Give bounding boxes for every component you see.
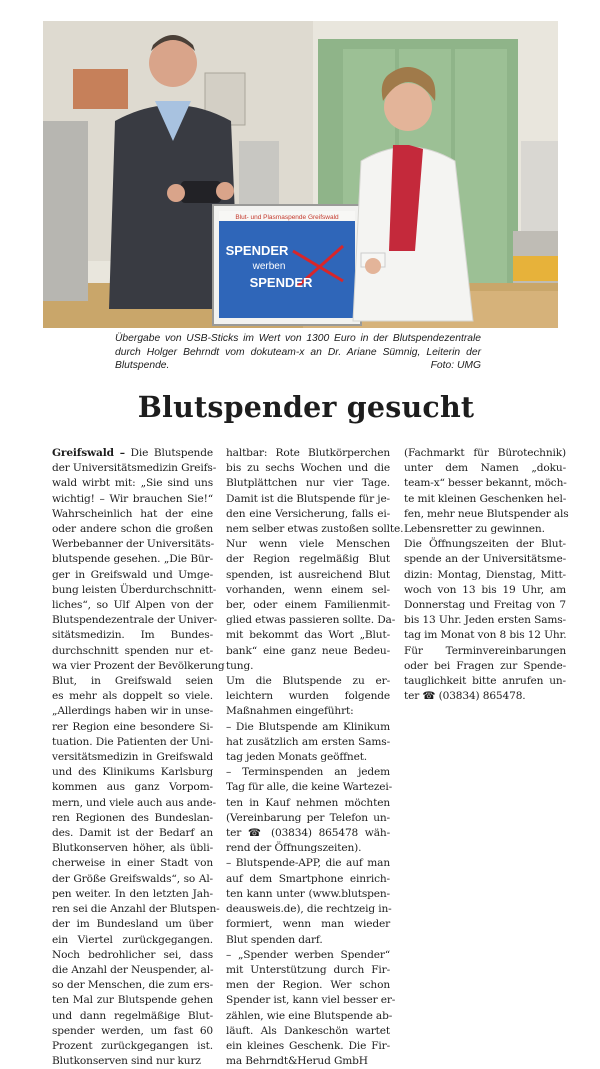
column-1-line: Blutspendezentrale der Univer- bbox=[52, 614, 217, 627]
column-1-line: und dann regelmäßige Blut- bbox=[52, 1009, 213, 1022]
column-2-line: Blutplättchen nur vier Tage. bbox=[226, 477, 390, 490]
sign-title-3: SPENDER bbox=[249, 275, 313, 290]
column-2-line: – Terminspenden an jedem bbox=[226, 766, 390, 779]
column-2-line: bis zu sechs Wochen und die bbox=[226, 462, 390, 475]
column-2-line: formiert, wenn man wieder bbox=[226, 918, 390, 931]
column-1-line: ten Mal zur Blutspende gehen bbox=[52, 994, 213, 1007]
column-2-line: rend der Öffnungszeiten). bbox=[226, 842, 362, 855]
column-3-line: bis 13 Uhr. Jeden ersten Sams- bbox=[404, 614, 566, 627]
column-3-line: oder bei Fragen zur Spende- bbox=[404, 659, 566, 672]
column-2-line: ten in Kauf nehmen möchten bbox=[226, 796, 390, 809]
column-2-line: bank“ eine ganz neue Bedeu- bbox=[226, 644, 390, 657]
column-1-line: bung leisten Überdurchschnitt- bbox=[52, 583, 217, 596]
column-1-line: tuation. Die Patienten der Uni- bbox=[52, 735, 213, 748]
column-1-line: Die Blutspende bbox=[124, 447, 213, 459]
column-1-line: durchschnitt spenden nur et- bbox=[52, 644, 213, 657]
column-2-line: haltbar: Rote Blutkörperchen bbox=[226, 447, 390, 459]
dateline: Greifswald – bbox=[52, 447, 125, 459]
column-3-line: Für Terminvereinbarungen bbox=[404, 644, 566, 657]
column-2-line: zählen, wie eine Blutspende ab- bbox=[226, 1009, 393, 1022]
column-1-line: wichtig! – Wir brauchen Sie!“ bbox=[52, 492, 213, 505]
column-2-line: hat zusätzlich am ersten Sams- bbox=[226, 735, 390, 748]
column-2-line: ten kann unter (www.blutspen- bbox=[226, 887, 390, 900]
column-1-line: kommen aus ganz Vorpom- bbox=[52, 781, 213, 794]
article-column-2 bbox=[226, 446, 404, 1069]
column-3-line: woch von 13 bis 19 Uhr, am bbox=[404, 583, 566, 596]
column-3-line: unter dem Namen „doku- bbox=[404, 462, 566, 475]
column-1-line: des. Damit ist der Bedarf an bbox=[52, 827, 213, 840]
column-2-line: (Vereinbarung per Telefon un- bbox=[226, 811, 390, 824]
column-2-line: – „Spender werben Spender“ bbox=[226, 948, 390, 961]
article-column-1 bbox=[52, 446, 225, 1069]
column-2-line: Damit ist die Blutspende für je- bbox=[226, 492, 390, 505]
article-column-3 bbox=[404, 446, 569, 704]
column-2-line: mit bekommt das Wort „Blut- bbox=[226, 629, 390, 642]
column-2-line: ma Behrndt&Herud GmbH bbox=[226, 1055, 368, 1068]
column-3-line: spende an der Universitätsme- bbox=[404, 553, 566, 566]
column-1-line: und des Klinikums Karlsburg bbox=[52, 766, 213, 779]
column-1-line: es mehr als doppelt so viele. bbox=[52, 690, 213, 703]
column-2-line: nem selber etwas zustoßen sollte. bbox=[226, 523, 404, 536]
column-1-line: liches“, so Ulf Alpen von der bbox=[52, 599, 213, 612]
column-3-body bbox=[404, 446, 569, 704]
article-photo bbox=[43, 21, 558, 328]
sign-header: Blut- und Plasmaspende Greifswald bbox=[235, 214, 339, 221]
column-1-line: Blut, in Greifswald seien bbox=[52, 675, 213, 688]
column-1-line: cherweise in einer Stadt von bbox=[52, 857, 213, 870]
column-1-line: wald wirbt mit: „Sie sind uns bbox=[52, 477, 213, 490]
column-1-line: Blutkonserven sind nur kurz bbox=[52, 1055, 201, 1068]
column-3-line: tauglichkeit bitte anrufen un- bbox=[404, 675, 566, 688]
column-2-line: ein kleines Geschenk. Die Fir- bbox=[226, 1039, 390, 1052]
column-2-body bbox=[226, 446, 404, 1069]
photo-caption bbox=[115, 332, 481, 373]
column-2-line: tag jeden Monats geöffnet. bbox=[226, 751, 368, 764]
column-1-line: so der Menschen, die zum ers- bbox=[52, 979, 213, 992]
photo-credit: Foto: UMG bbox=[430, 360, 481, 371]
photo-illustration bbox=[43, 21, 558, 328]
column-1-line: ein Viertel zurückgegangen. bbox=[52, 933, 213, 946]
column-2-line: der Region regelmäßig Blut bbox=[226, 553, 390, 566]
column-1-line: mern, und viele auch aus ande- bbox=[52, 796, 216, 809]
column-2-line: – Blutspende-APP, die auf man bbox=[226, 857, 390, 870]
column-1-line: Wahrscheinlich hat der eine bbox=[52, 507, 213, 520]
column-1-line: versitätsmedizin in Greifswald bbox=[52, 751, 213, 764]
column-1-line: pen weiter. In den letzten Jah- bbox=[52, 887, 213, 900]
column-2-line: – Die Blutspende am Klinikum bbox=[226, 720, 390, 733]
column-2-line: Nur wenn viele Menschen bbox=[226, 538, 390, 551]
column-1-line: ren Regionen des Bundeslan- bbox=[52, 811, 213, 824]
column-2-line: glied etwas passieren sollte. Da- bbox=[226, 614, 396, 627]
sign-title-2: werben bbox=[252, 261, 286, 272]
column-1-line: blutspende gesehen. „Die Bür- bbox=[52, 553, 213, 566]
column-1-line: spender werden, um fast 60 bbox=[52, 1024, 213, 1037]
column-2-line: Maßnahmen eingeführt: bbox=[226, 705, 354, 718]
column-2-line: ber, oder einem Familienmit- bbox=[226, 599, 390, 612]
column-1-line: Noch bedrohlicher sei, dass bbox=[52, 948, 213, 961]
column-1-line: rer Region eine besondere Si- bbox=[52, 720, 213, 733]
column-1-body bbox=[52, 461, 225, 1069]
column-3-line: ter ☎ (03834) 865478. bbox=[404, 690, 526, 703]
column-1-first-line bbox=[52, 446, 213, 461]
column-2-line: den eine Versicherung, falls ei- bbox=[226, 507, 390, 520]
column-1-line: „Allerdings haben wir in unse- bbox=[52, 705, 213, 718]
column-1-line: ren sei die Anzahl der Blutspen- bbox=[52, 903, 220, 916]
column-1-line: der im Bundesland um über bbox=[52, 918, 213, 931]
column-3-line: fen, mehr neue Blutspender als bbox=[404, 507, 569, 520]
column-3-line: Donnerstag und Freitag von 7 bbox=[404, 599, 566, 612]
column-2-line: vorhanden, wenn einem sel- bbox=[226, 583, 390, 596]
column-1-line: der Universitätsmedizin Greifs- bbox=[52, 462, 217, 475]
column-1-line: wa vier Prozent der Bevölkerung bbox=[52, 659, 225, 672]
column-2-line: spenden, ist ausreichend Blut bbox=[226, 568, 390, 581]
column-2-line: mit Unterstützung durch Fir- bbox=[226, 963, 390, 976]
column-1-line: Werbebanner der Universitäts- bbox=[52, 538, 215, 551]
article-headline: Blutspender gesucht bbox=[137, 390, 475, 424]
column-2-line: Tag für alle, die keine Wartezei- bbox=[226, 781, 393, 794]
column-3-line: Lebensretter zu gewinnen. bbox=[404, 523, 545, 536]
sign-title-1: SPENDER bbox=[225, 243, 289, 258]
column-2-line: Um die Blutspende zu er- bbox=[226, 675, 390, 688]
column-2-line: Blut spenden darf. bbox=[226, 933, 323, 946]
column-2-line: men der Region. Wer schon bbox=[226, 979, 390, 992]
column-1-line: der Größe Greifswalds“, so Al- bbox=[52, 872, 213, 885]
caption-text: Übergabe von USB-Sticks im Wert von 1300 Euro in der Blutspendezentrale durch Holger Behrndt vom dokuteam-x an Dr. Ariane Sümnig, Leiterin der Blutspende. bbox=[115, 333, 481, 371]
column-1-line: oder andere schon die großen bbox=[52, 523, 213, 536]
column-3-line: te mit kleinen Geschenken hel- bbox=[404, 492, 567, 505]
column-1-line: Prozent zurückgegangen ist. bbox=[52, 1039, 213, 1052]
column-2-line: auf dem Smartphone einrich- bbox=[226, 872, 390, 885]
column-1-line: sitätsmedizin. Im Bundes- bbox=[52, 629, 213, 642]
column-2-line: ter ☎ (03834) 865478 wäh- bbox=[226, 827, 390, 840]
column-3-line: team-x“ besser bekannt, möch- bbox=[404, 477, 567, 490]
column-2-line: tung. bbox=[226, 659, 254, 672]
column-2-line: Spender ist, kann viel besser er- bbox=[226, 994, 396, 1007]
column-3-line: dizin: Montag, Dienstag, Mitt- bbox=[404, 568, 566, 581]
column-1-line: Blutkonserven höher, als übli- bbox=[52, 842, 213, 855]
column-3-line: Die Öffnungszeiten der Blut- bbox=[404, 538, 566, 551]
column-3-line: tag im Monat von 8 bis 12 Uhr. bbox=[404, 629, 567, 642]
column-1-line: die Anzahl der Neuspender, al- bbox=[52, 963, 214, 976]
column-2-line: läuft. Als Dankeschön wartet bbox=[226, 1024, 390, 1037]
column-3-line: (Fachmarkt für Bürotechnik) bbox=[404, 447, 566, 459]
column-1-line: ger in Greifswald und Umge- bbox=[52, 568, 213, 581]
column-2-line: leichtern wurden folgende bbox=[226, 690, 390, 703]
column-2-line: deausweis.de), die rechtzeig in- bbox=[226, 903, 392, 916]
